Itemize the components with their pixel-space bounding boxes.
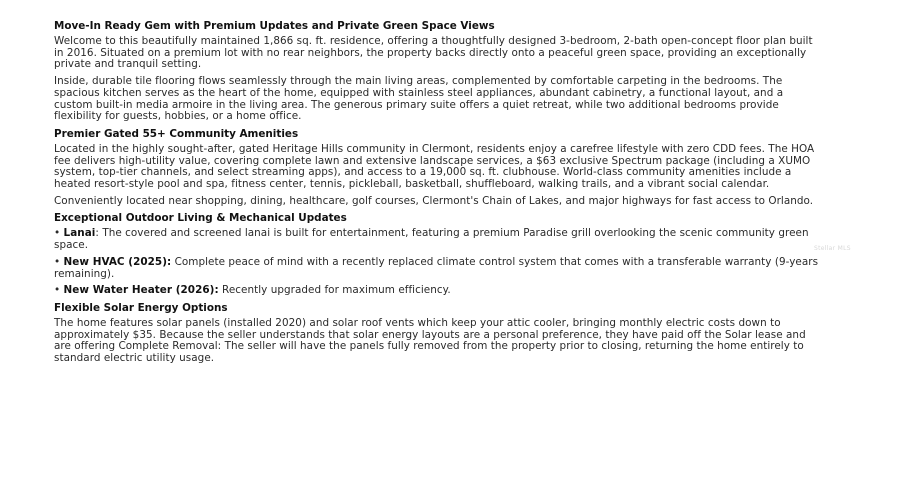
bullet-text: Complete peace of mind with a recently replaced climate control system that comes with a transferable warranty (9-years remaining). (54, 255, 819, 280)
section-heading-move-in: Move-In Ready Gem with Premium Updates and Private Green Space Views (54, 20, 495, 32)
bullet-label: New HVAC (2025): (63, 255, 172, 268)
bullet-label: Lanai (63, 227, 96, 240)
bullet-dot-icon: • (54, 227, 61, 240)
bullet-text: The covered and screened lanai is built for entertainment, featuring a premium Paradise grill overlooking the scenic community green space. (54, 227, 809, 252)
bullet-text: Recently upgraded for maximum efficiency. (222, 284, 451, 297)
listing-description (54, 20, 824, 370)
paragraph-intro: Welcome to this beautifully maintained 1,866 sq. ft. residence, offering a thoughtfully designed 3-bedroom, 2-bath open-concept floor plan built in 2016. Situated on a premium lot with no rear neighbors, the property backs directly onto a peaceful green space, providing an exceptionally private and tranquil setting. (54, 35, 813, 71)
paragraph-interior: Inside, durable tile flooring flows seamlessly through the main living areas, complemented by comfortable carpeting in the bedrooms. The spacious kitchen serves as the heart of the home, equipped with stainless steel appliances, abundant cabinetry, a functional layout, and a custom built-in media armoire in the living area. The generous primary suite offers a quiet retreat, while two additional bedrooms provide flexibility for guests, hobbies, or a home office. (54, 75, 784, 123)
bullet-hvac (54, 257, 824, 280)
paragraph-community: Located in the highly sought-after, gated Heritage Hills community in Clermont, residents enjoy a carefree lifestyle with zero CDD fees. The HOA fee delivers high-utility value, covering complete lawn and extensive landscape services, a $63 exclusive Spectrum package (including a XUMO system, top-tier channels, and select streaming apps), and access to a 19,000 sq. ft. clubhouse. World-class community amenities include a heated resort-style pool and spa, fitness center, tennis, pickleball, basketball, shuffleboard, walking trails, and a vibrant social calendar. (54, 142, 815, 191)
section-heading-community: Premier Gated 55+ Community Amenities (54, 127, 299, 140)
bullet-dot-icon: • (54, 255, 61, 268)
paragraph-solar: The home features solar panels (installed 2020) and solar roof vents which keep your attic cooler, bringing monthly electric costs down to approximately $35. Because the seller understands that solar energy layouts are a personal preference, they have paid off the Solar lease and are offering Complete Removal: The seller will have the panels fully removed from the property prior to closing, returning the home entirely to standard electric utility usage. (54, 316, 806, 365)
section-heading-solar: Flexible Solar Energy Options (54, 301, 228, 314)
mls-watermark: Stellar MLS (814, 245, 851, 252)
bullet-lanai: • Lanai: The covered and screened lanai is built for entertainment, featuring a premium Paradise grill overlooking the scenic community green space. (54, 227, 809, 252)
bullet-dot-icon: • (54, 284, 61, 297)
paragraph-location: Conveniently located near shopping, dining, healthcare, golf courses, Clermont's Chain of Lakes, and major highways for fast access to Orlando. (54, 194, 814, 207)
section-heading-outdoor: Exceptional Outdoor Living & Mechanical Updates (54, 212, 347, 225)
bullet-water-heater (54, 285, 824, 297)
bullet-label: New Water Heater (2026): (63, 284, 219, 297)
